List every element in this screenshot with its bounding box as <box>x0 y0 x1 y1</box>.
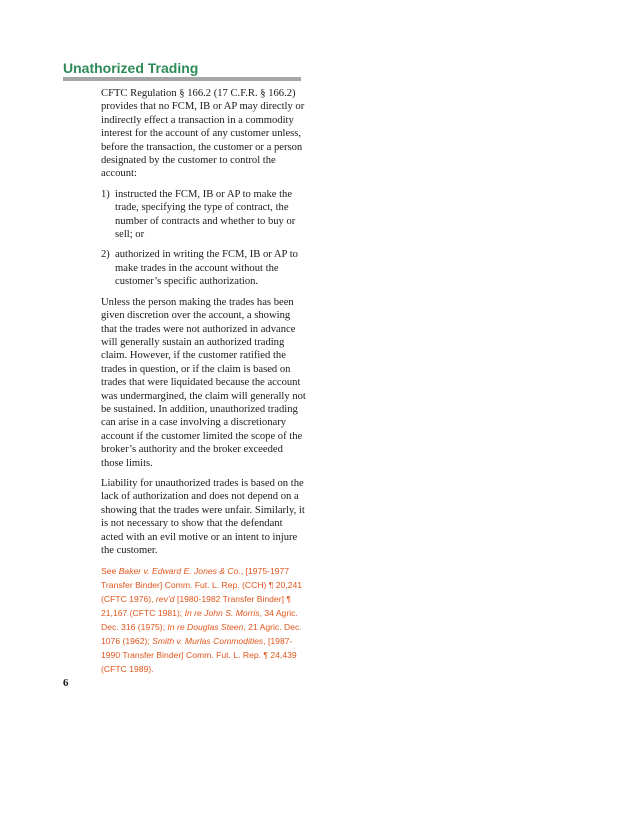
citation-case-steen: In re Douglas Steen <box>167 622 244 633</box>
citation-text: , [1975-1977 Transfer Binder] Comm. Fut. L. Rep. (CCH) ¶ 20,241 (CFTC 1976), <box>101 566 303 605</box>
citation-text: [1980-1982 Transfer Binder] ¶ 21,167 (CFTC 1981); <box>101 594 291 619</box>
citation-case-smith: Smith v. Murlas Commodities <box>152 636 264 647</box>
list-item-number: 1) <box>101 188 110 200</box>
liability-paragraph: Liability for unauthorized trades is based on the lack of authorization and does not depend on a showing that the trades were unfair. Similarly, it is not necessary to show that the defendant acted with an evil motive or an intent to injure the customer. <box>101 477 305 556</box>
citation-text: , 21 Agric. Dec. 1076 (1962); <box>101 622 302 647</box>
list-item-text: instructed the FCM, IB or AP to make the trade, specifying the type of contract, the number of contracts and whether to buy or sell; or <box>115 188 296 241</box>
body-text <box>101 87 306 676</box>
page-number: 6 <box>63 677 69 689</box>
discretion-paragraph: Unless the person making the trades has been given discretion over the account, a showing that the trades were not authorized in advance will generally sustain an authorized trading claim. However, if the customer ratified the trades in question, or if the claim is based on trades that were liquidated because the account was undermargined, the claim will generally not be sustained. In addition, unauthorized trading can arise in a case involving a discretionary account if the customer limited the scope of the broker’s authority and the broker exceeded those limits. <box>101 296 306 469</box>
case-citations <box>101 564 306 676</box>
list-item-text: authorized in writing the FCM, IB or AP to make trades in the account without the customer’s specific authorization. <box>115 249 298 288</box>
list-item-number: 2) <box>101 249 110 261</box>
heading-rule <box>63 77 301 81</box>
citation-revd: rev’d <box>155 594 175 605</box>
citation-text: , [1987-1990 Transfer Binder] Comm. Fut. L. Rep. ¶ 24,439 (CFTC 1989). <box>101 636 297 675</box>
intro-paragraph: CFTC Regulation § 166.2 (17 C.F.R. § 166.2) provides that no FCM, IB or AP may directly or indirectly effect a transaction in a commodity interest for the account of any customer unless, before the transaction, the customer or a person designated by the customer to control the account: <box>101 88 305 180</box>
citation-text: , 34 Agric. Dec. 316 (1975); <box>101 608 298 633</box>
section-heading: Unathorized Trading <box>63 60 199 76</box>
citation-case-morris: In re John S. Morris <box>184 608 260 619</box>
list-item <box>101 188 306 242</box>
condition-list <box>101 188 306 289</box>
citation-see: See <box>101 566 119 577</box>
list-item <box>101 248 306 288</box>
citation-case-baker: Baker v. Edward E. Jones & Co. <box>118 566 241 577</box>
